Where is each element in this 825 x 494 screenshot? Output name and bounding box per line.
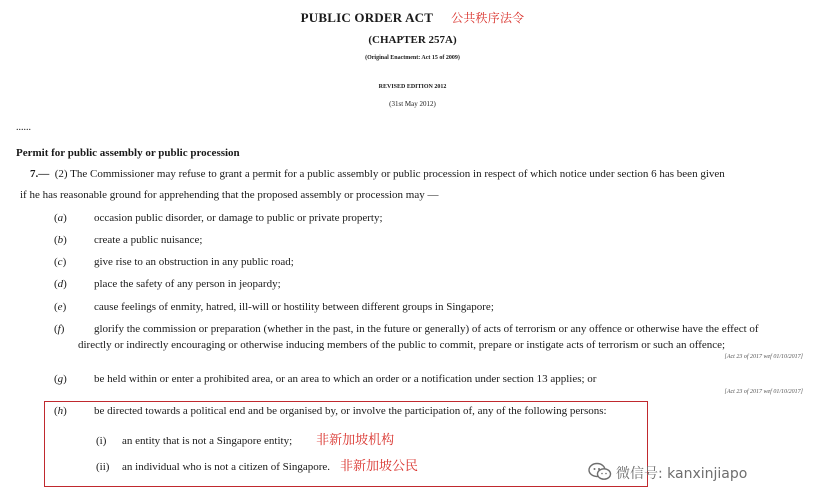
item-letter: (e)	[54, 301, 67, 313]
item-letter: (g)	[54, 373, 67, 385]
sub-item-text: an individual who is not a citizen of Singapore.	[122, 461, 331, 473]
list-item	[54, 212, 383, 224]
act-title	[0, 9, 825, 26]
list-item	[54, 373, 596, 385]
item-text: be held within or enter a prohibited area, or an area to which an order or a notification under section 13 applies; or	[94, 373, 597, 385]
sub-item-annotation-cn: 非新加坡公民	[340, 459, 419, 474]
section-heading: Permit for public assembly or public procession	[16, 147, 240, 159]
item-text: place the safety of any person in jeopardy;	[94, 278, 281, 290]
section-number: 7.—	[30, 168, 50, 180]
item-text: glorify the commission or preparation (whether in the past, in the future or generally) of acts of terrorism or any offence or otherwise have the effect of	[94, 323, 759, 335]
amendment-note: [Act 23 of 2017 wef 01/10/2017]	[724, 389, 803, 395]
item-letter: (h)	[54, 405, 67, 417]
wechat-icon	[588, 462, 612, 486]
list-item	[54, 234, 202, 246]
sub-item-numeral: (i)	[96, 435, 107, 447]
item-letter: (d)	[54, 278, 67, 290]
watermark-text: 微信号: kanxinjiapo	[616, 466, 748, 482]
list-item	[54, 301, 494, 313]
item-letter: (a)	[54, 212, 67, 224]
item-text: create a public nuisance;	[94, 234, 203, 246]
item-letter: (b)	[54, 234, 67, 246]
sub-item-numeral: (ii)	[96, 461, 110, 473]
ellipsis: ......	[16, 122, 31, 133]
list-item	[54, 323, 759, 335]
edition-date: (31st May 2012)	[389, 100, 436, 108]
watermark	[588, 462, 747, 486]
act-title-cn: 公共秩序法令	[451, 11, 525, 25]
amendment-note: [Act 23 of 2017 wef 01/10/2017]	[724, 354, 803, 360]
revised-edition: REVISED EDITION 2012	[378, 84, 447, 90]
item-text: occasion public disorder, or damage to public or private property;	[94, 212, 383, 224]
item-letter: (c)	[54, 256, 67, 268]
original-enactment: (Original Enactment: Act 15 of 2009)	[365, 55, 460, 61]
sub-item	[96, 429, 394, 448]
list-item	[54, 278, 281, 290]
item-text: be directed towards a political end and be organised by, or involve the participation of, any of the following persons:	[94, 405, 607, 417]
section-intro-line1: (2) The Commissioner may refuse to grant a permit for a public assembly or public procession in respect of which notice under section 6 has been given	[54, 168, 725, 180]
item-text: give rise to an obstruction in any public road;	[94, 256, 294, 268]
item-text: cause feelings of enmity, hatred, ill-will or hostility between different groups in Singapore;	[94, 301, 494, 313]
section-intro	[30, 168, 725, 180]
sub-item-annotation-cn: 非新加坡机构	[316, 433, 395, 448]
act-title-en: PUBLIC ORDER ACT	[300, 10, 434, 25]
item-text-continued: directly or indirectly encouraging or otherwise inducing members of the public to commit, prepare or instigate acts of terrorism or such an offence;	[78, 339, 726, 351]
item-letter: (f)	[54, 323, 65, 335]
list-item	[54, 405, 607, 417]
chapter-label: (CHAPTER 257A)	[368, 34, 457, 46]
section-intro-line2: if he has reasonable ground for apprehending that the proposed assembly or procession may —	[20, 189, 439, 201]
sub-item	[96, 455, 418, 474]
list-item	[54, 256, 294, 268]
sub-item-text: an entity that is not a Singapore entity;	[122, 435, 293, 447]
